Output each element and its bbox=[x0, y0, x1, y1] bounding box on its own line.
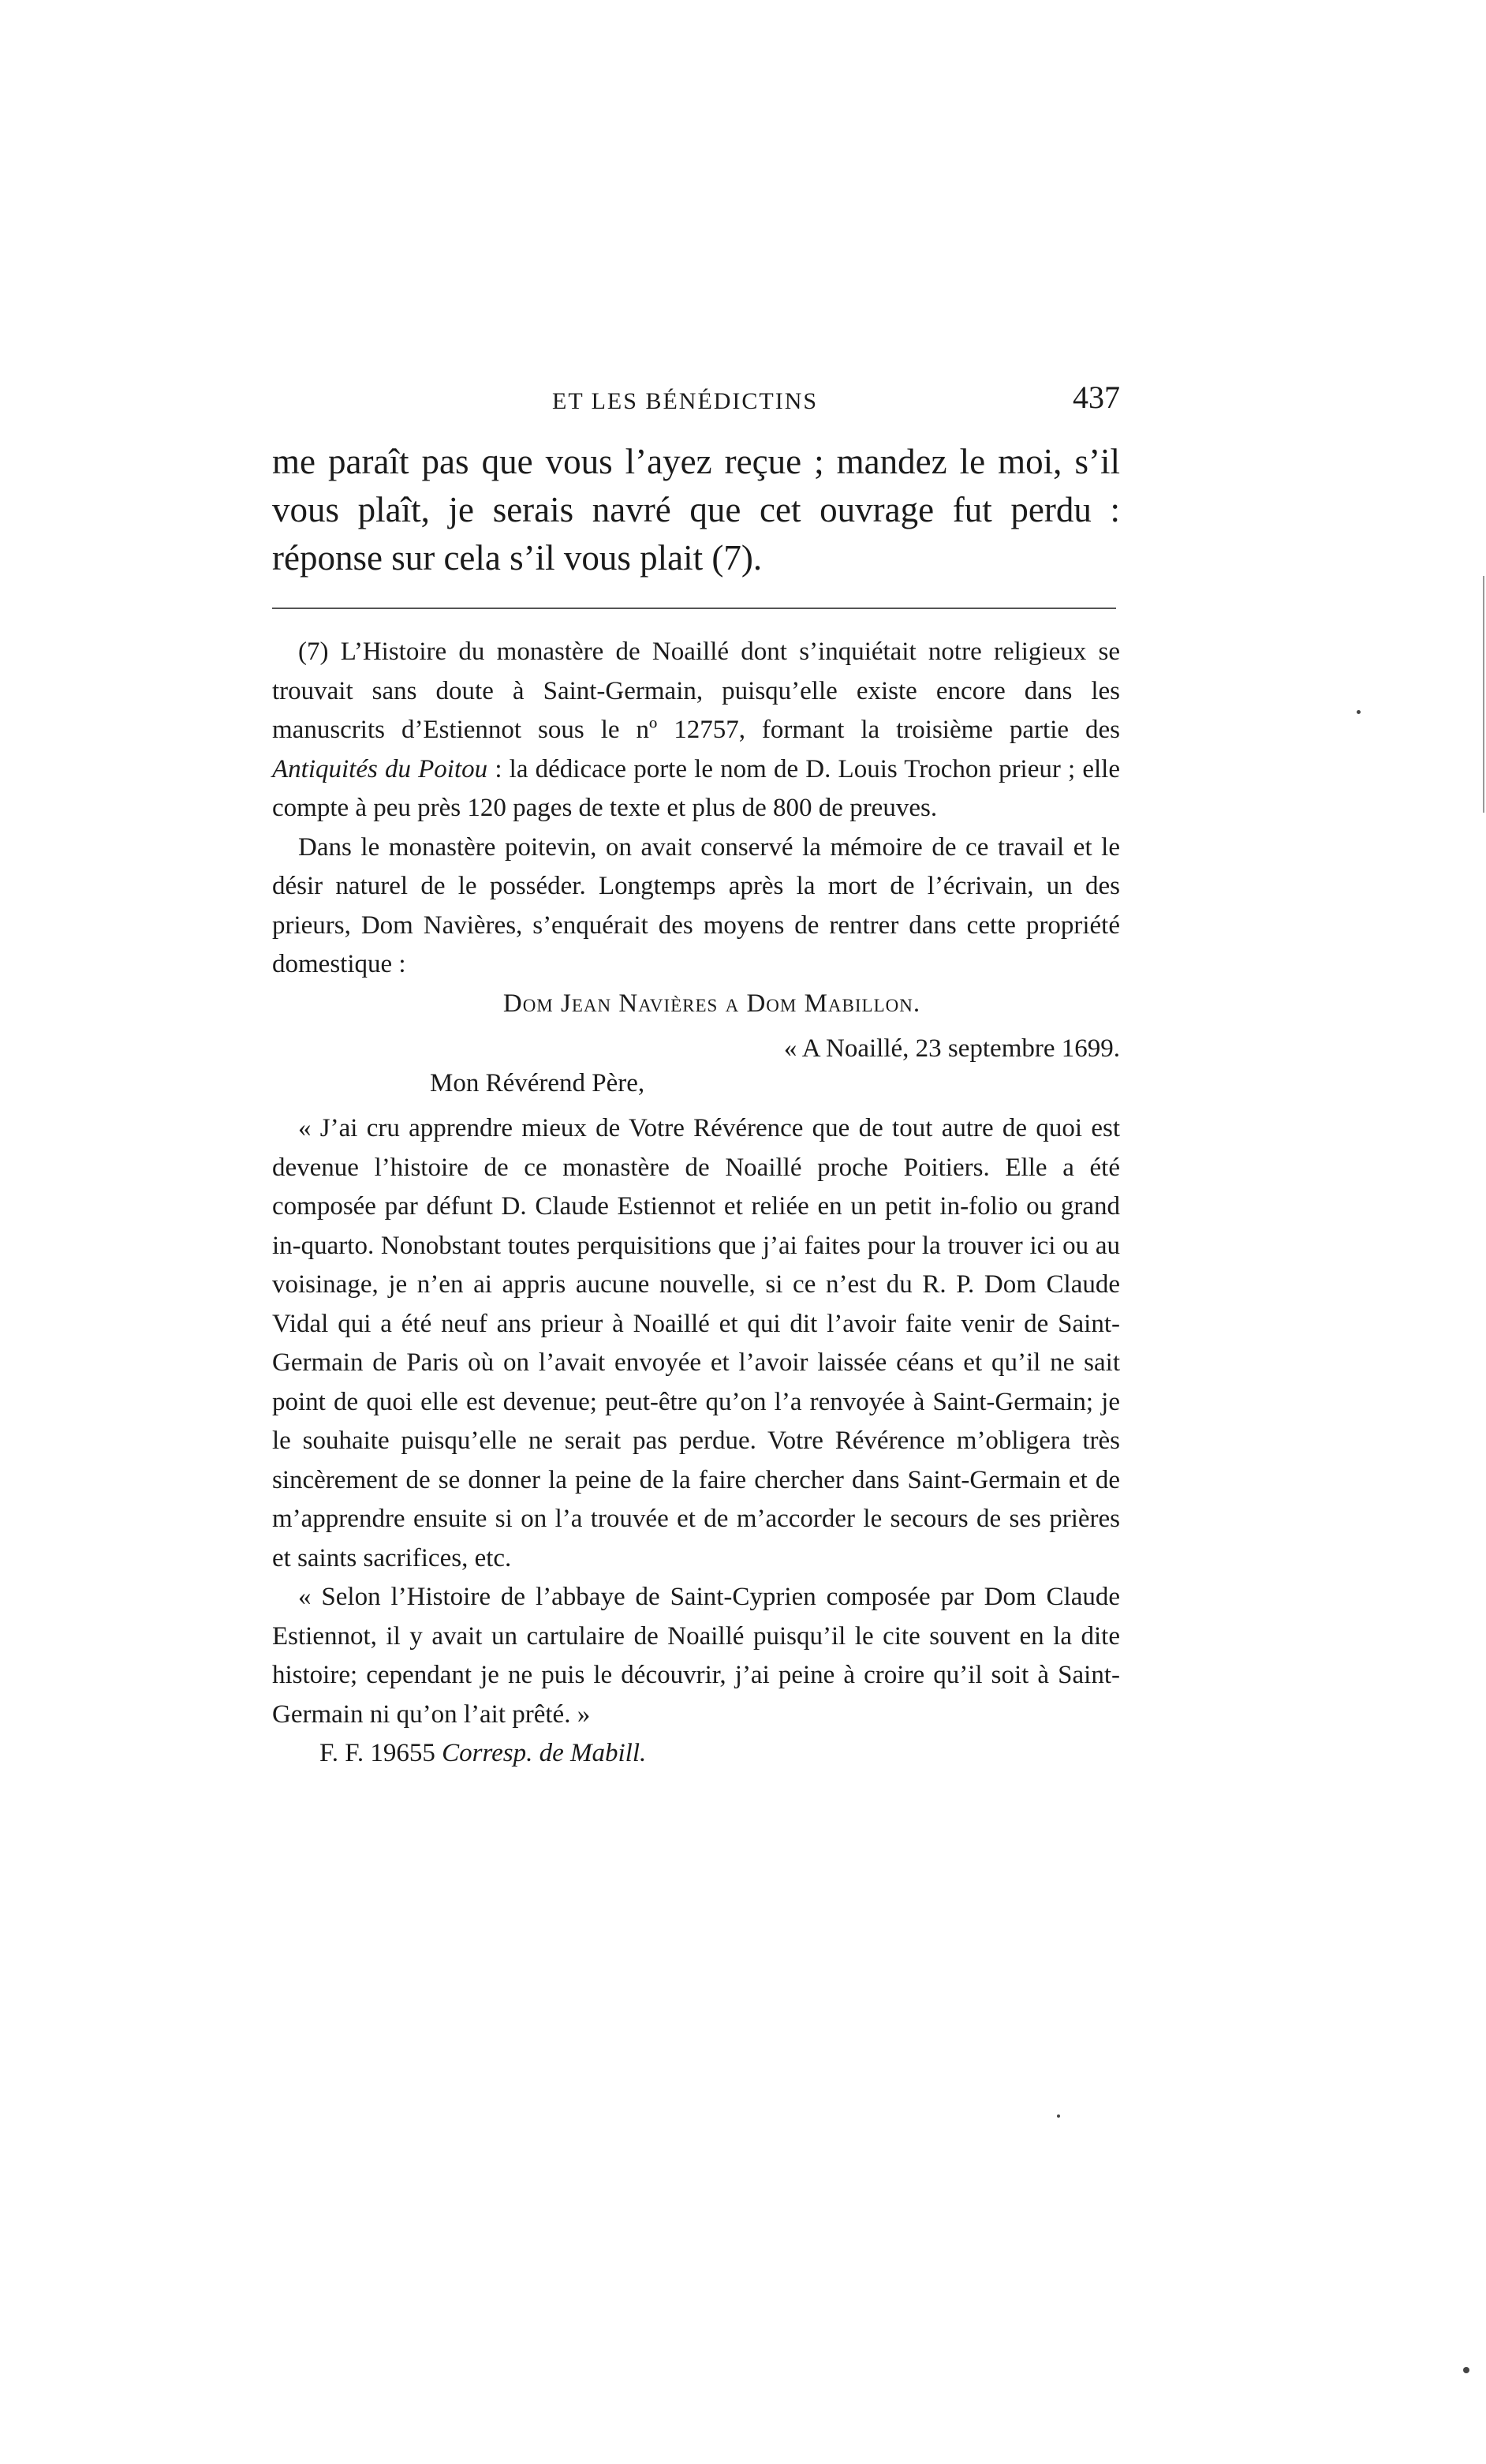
footnote-1-text-a: (7) L’Histoire du monastère de Noaillé dont s’inquiétait notre religieux se trouvait sans doute à Saint-Germain, puisqu’elle existe encore dans les manuscrits d’Estiennot sous le nº 12757, formant la troisième partie des bbox=[272, 637, 1120, 744]
letter-title: Dom Jean Navières a Dom Mabillon. bbox=[502, 989, 921, 1018]
letter-dateline: « A Noaillé, 23 septembre 1699. bbox=[783, 1034, 1120, 1063]
scan-speck bbox=[1463, 2367, 1469, 2373]
footnote-paragraph-1 bbox=[272, 633, 1120, 828]
source-reference: F. F. 19655 bbox=[319, 1739, 442, 1767]
scan-speck bbox=[1357, 710, 1361, 714]
footnote-1-italic-title: Antiquités du Poitou bbox=[272, 754, 488, 783]
letter-paragraph-1: « J’ai cru apprendre mieux de Votre Révérence que de tout autre de quoi est devenue l’histoire de ce monastère de Noaillé proche Poitiers. Elle a été composée par défunt D. Claude Estiennot et reliée en un petit in-folio ou grand in-quarto. Nonobstant toutes perquisitions que j’ai faites pour la trouver ici ou au voisinage, je n’en ai appris aucune nouvelle, si ce n’est du R. P. Dom Claude Vidal qui a été neuf ans prieur à Noaillé et qui dit l’avoir faite venir de Saint-Germain de Paris où on l’avait envoyée et l’avoir laissée céans et qu’il ne sait point de quoi elle est devenue; peut-être qu’on l’a renvoyée à Saint-Germain; je le souhaite puisqu’elle ne serait pas perdue. Votre Révérence m’obligera très sincèrement de se donner la peine de la faire chercher dans Saint-Germain et de m’apprendre ensuite si on l’a trouvée et de m’accorder le secours de ses prières et saints sacrifices, etc. bbox=[272, 1114, 1120, 1572]
scan-speck bbox=[1057, 2114, 1060, 2118]
scan-edge-mark bbox=[1483, 576, 1484, 813]
footnote-separator-rule bbox=[272, 608, 1116, 609]
page-number: 437 bbox=[1073, 380, 1120, 415]
letter-paragraph-2: « Selon l’Histoire de l’abbaye de Saint-Cyprien composée par Dom Claude Estiennot, il y avait un cartulaire de Noaillé puisqu’il le cite souvent en la dite histoire; cependant je ne puis le découvrir, j’ai peine à croire qu’il soit à Saint-Germain ni qu’on l’ait prêté. » bbox=[272, 1583, 1120, 1729]
source-title: Corresp. de Mabill. bbox=[442, 1739, 647, 1767]
footnote-1-text-b: : la dédicace porte le nom de D. Louis Trochon prieur ; elle compte à peu près 120 pages de texte et plus de 800 de preuves. bbox=[272, 754, 1120, 822]
footnote-block bbox=[272, 633, 1120, 1774]
footnote-paragraph-2: Dans le monastère poitevin, on avait conservé la mémoire de ce travail et le désir naturel de le posséder. Longtemps après la mort de l’écrivain, un des prieurs, Dom Navières, s’enquérait des moyens de rentrer dans cette propriété domestique : bbox=[272, 832, 1120, 978]
main-text bbox=[272, 438, 1120, 582]
source-citation bbox=[272, 1734, 1120, 1774]
page-header bbox=[552, 379, 1120, 426]
running-head: ET LES BÉNÉDICTINS bbox=[552, 388, 819, 414]
main-paragraph: me paraît pas que vous l’ayez reçue ; mandez le moi, s’il vous plaît, je serais navré que cet ouvrage fut perdu : réponse sur cela s’il vous plait (7). bbox=[272, 442, 1120, 578]
letter-salutation: Mon Révérend Père, bbox=[430, 1068, 645, 1097]
